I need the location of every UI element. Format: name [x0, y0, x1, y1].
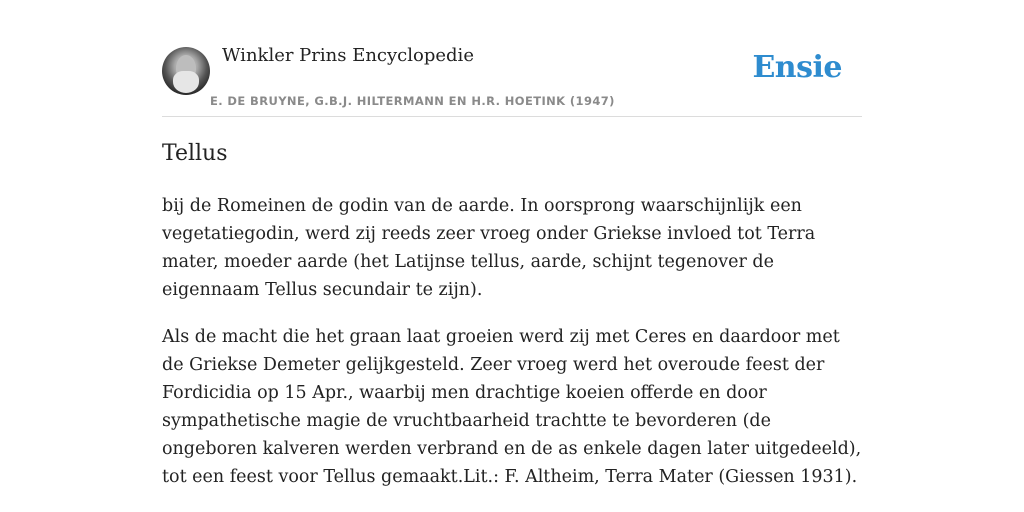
ensie-logo[interactable]: Ensie [752, 50, 842, 85]
entry-paragraph: bij de Romeinen de godin van de aarde. In oorsprong waarschijnlijk een vegetatiegodin, werd zij reeds zeer vroeg onder Griekse invloed tot Terra mater, moeder aarde (het Latijnse tellus, aarde, schijnt tegenover de eigennaam Tellus secundair te zijn). [162, 196, 816, 300]
avatar-beard [173, 71, 199, 93]
entry-body [162, 192, 862, 510]
publication-title[interactable]: Winkler Prins Encyclopedie [222, 45, 474, 66]
entry-paragraph: Als de macht die het graan laat groeien werd zij met Ceres en daardoor met de Griekse Demeter gelijkgesteld. Zeer vroeg werd het overoude feest der Fordicidia op 15 Apr., waarbij men drachtige koeien offerde en door sympathetische magie de vruchtbaarheid trachtte te bevorderen (de ongeboren kalveren werden verbrand en de as enkele dagen later uitgedeeld), tot een feest voor Tellus gemaakt.Lit.: F. Altheim, Terra Mater (Giessen 1931). [162, 327, 862, 487]
page [162, 0, 862, 487]
header [162, 0, 862, 117]
entry-title: Tellus [162, 141, 228, 166]
author-avatar [162, 47, 210, 95]
publication-authors: E. DE BRUYNE, G.B.J. HILTERMANN EN H.R. HOETINK (1947) [210, 94, 615, 108]
